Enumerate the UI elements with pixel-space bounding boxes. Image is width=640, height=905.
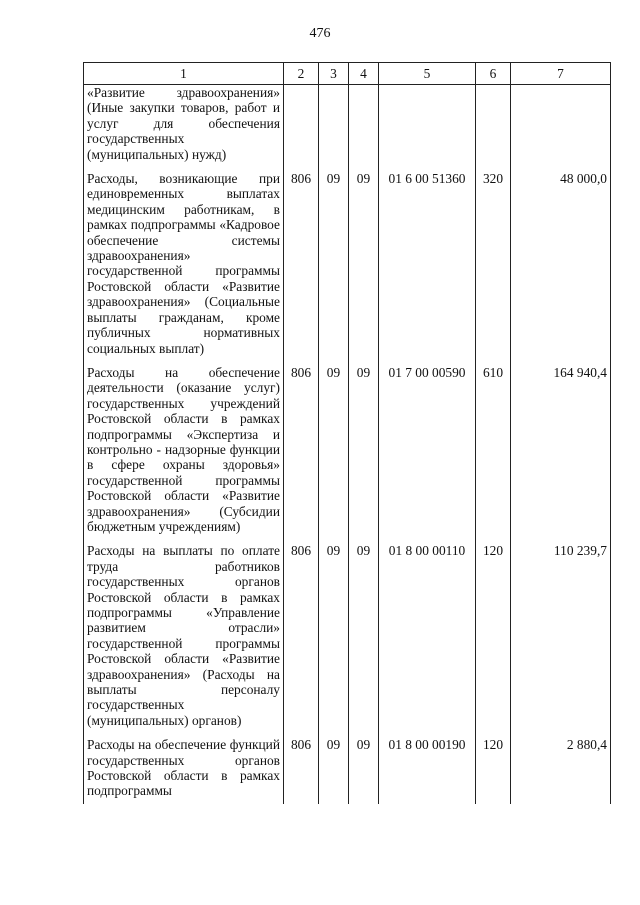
table-row [84, 361, 611, 539]
amount: 2 880,4 [511, 733, 611, 804]
subsection-code: 09 [349, 167, 379, 361]
ministry-code: 806 [284, 167, 319, 361]
section-code: 09 [319, 539, 349, 733]
table-row [84, 167, 611, 361]
ministry-code: 806 [284, 733, 319, 804]
column-header: 3 [319, 63, 349, 85]
ministry-code: 806 [284, 361, 319, 539]
column-header: 5 [379, 63, 476, 85]
expense-type-code: 610 [476, 361, 511, 539]
column-header: 2 [284, 63, 319, 85]
target-item-code: 01 7 00 00590 [379, 361, 476, 539]
row-description: Расходы на обеспечение деятельности (оказание услуг) государственных учреждений Ростовской области в рамках подпрограммы «Экспертиза и контрольно - надзорные функции в сфере охраны здоровья» государственной программы Ростовской области «Развитие здравоохранения» (Субсидии бюджетным учреждениям) [84, 361, 284, 539]
column-header: 6 [476, 63, 511, 85]
table-row [84, 539, 611, 733]
target-item-code: 01 6 00 51360 [379, 167, 476, 361]
table-row [84, 733, 611, 804]
subsection-code: 09 [349, 539, 379, 733]
target-item-code [379, 85, 476, 168]
section-code: 09 [319, 167, 349, 361]
section-code: 09 [319, 361, 349, 539]
amount: 48 000,0 [511, 167, 611, 361]
ministry-code [284, 85, 319, 168]
expense-type-code [476, 85, 511, 168]
table-row [84, 85, 611, 168]
column-header: 7 [511, 63, 611, 85]
amount [511, 85, 611, 168]
header-row [84, 63, 611, 85]
amount: 110 239,7 [511, 539, 611, 733]
row-description: Расходы на выплаты по оплате труда работников государственных органов Ростовской области в рамках подпрограммы «Управление развитием отрасли» государственной программы Ростовской области «Развитие здравоохранения» (Расходы на выплаты персоналу государственных (муниципальных) органов) [84, 539, 284, 733]
target-item-code: 01 8 00 00110 [379, 539, 476, 733]
expense-type-code: 120 [476, 733, 511, 804]
ministry-code: 806 [284, 539, 319, 733]
expense-type-code: 320 [476, 167, 511, 361]
row-description: «Развитие здравоохранения» (Иные закупки товаров, работ и услуг для обеспечения государственных (муниципальных) нужд) [84, 85, 284, 168]
column-header: 1 [84, 63, 284, 85]
row-description: Расходы, возникающие при единовременных выплатах медицинским работникам, в рамках подпрограммы «Кадровое обеспечение системы здравоохранения» государственной программы Ростовской области «Развитие здравоохранения» (Социальные выплаты гражданам, кроме публичных нормативных социальных выплат) [84, 167, 284, 361]
row-description: Расходы на обеспечение функций государственных органов Ростовской области в рамках подпрограммы [84, 733, 284, 804]
budget-table [83, 62, 611, 804]
expense-type-code: 120 [476, 539, 511, 733]
subsection-code [349, 85, 379, 168]
page-number: 476 [309, 26, 331, 41]
section-code: 09 [319, 733, 349, 804]
subsection-code: 09 [349, 361, 379, 539]
subsection-code: 09 [349, 733, 379, 804]
amount: 164 940,4 [511, 361, 611, 539]
section-code [319, 85, 349, 168]
target-item-code: 01 8 00 00190 [379, 733, 476, 804]
column-header: 4 [349, 63, 379, 85]
